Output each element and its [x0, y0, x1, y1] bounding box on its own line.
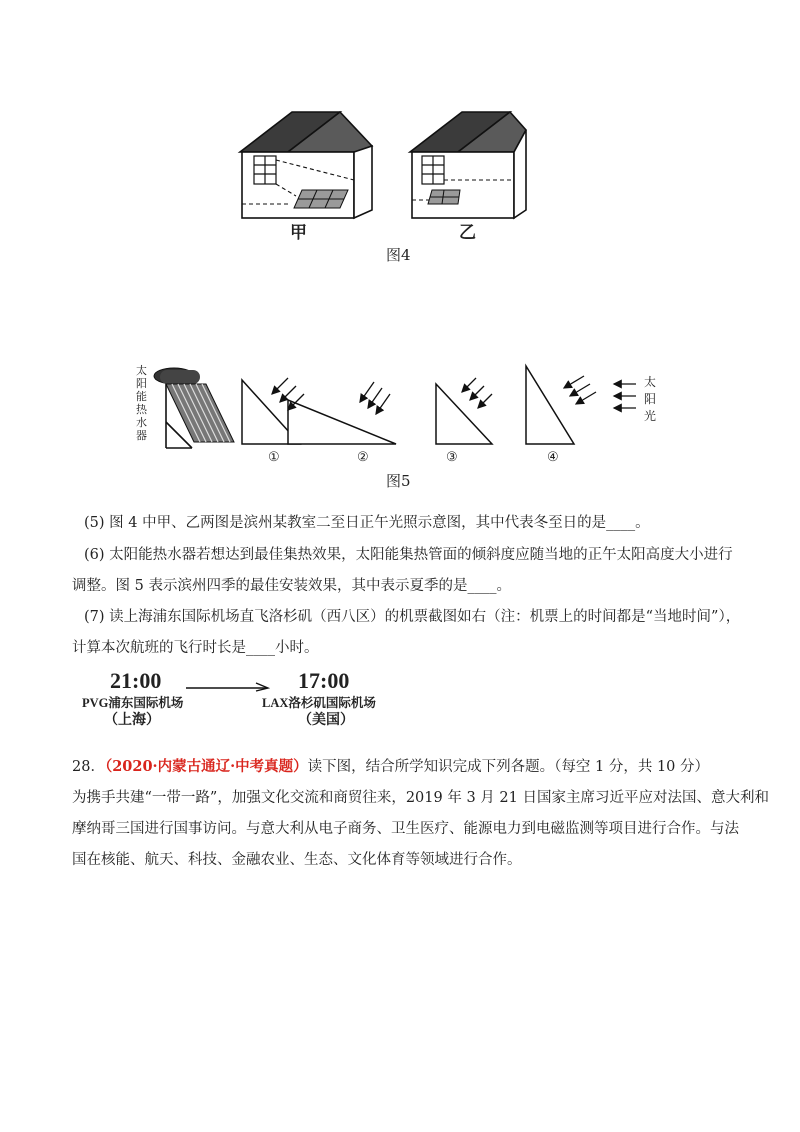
question-28-source: （2020·内蒙古通辽·中考真题）: [104, 758, 308, 775]
triangle-3: [436, 384, 492, 444]
panel-number-1: ①: [268, 450, 280, 465]
figure4-houses: [236, 100, 528, 240]
sunlit-patch-jia: [294, 190, 348, 208]
question-6-line2: 调整。图 5 表示滨州四季的最佳安装效果，其中表示夏季的是____。: [72, 578, 511, 594]
label-solar-heater: 太 阳 能 热 水 器: [136, 364, 147, 442]
triangle-2: [288, 400, 396, 444]
question-7-line2: 计算本次航班的飞行时长是____小时。: [72, 640, 319, 656]
house-yi: [410, 112, 526, 218]
question-6-line1: (6) 太阳能热水器若想达到最佳集热效果，太阳能集热管面的倾斜度应随当地的正午太阳高度大小进行: [84, 547, 733, 563]
arrive-time: 17:00: [298, 668, 350, 693]
question-28-number: 28．: [72, 759, 105, 775]
triangle-4: [526, 366, 574, 444]
question-28-header: [72, 756, 709, 778]
depart-airport: PVG浦东国际机场: [82, 696, 184, 710]
arrive-airport: LAX洛杉矶国际机场: [262, 696, 376, 710]
question-7-line1: (7) 读上海浦东国际机场直飞洛杉矶（西八区）的机票截图如右（注：机票上的时间都是“当地时间”），: [84, 609, 741, 625]
solar-water-heater-illustration: [152, 362, 236, 454]
depart-city: （上海）: [104, 713, 160, 728]
arrive-city: （美国）: [298, 713, 354, 728]
question-28-line2: 为携手共建“一带一路”，加强文化交流和商贸往来，2019 年 3 月 21 日国家主席习近平应对法国、意大利和: [72, 790, 769, 806]
question-28-intro: 读下图，结合所学知识完成下列各题。（每空 1 分，共 10 分）: [307, 759, 710, 775]
window-jia: [254, 156, 276, 184]
depart-time: 21:00: [110, 668, 162, 693]
label-sunlight: 太 阳 光: [644, 375, 657, 423]
label-yi: 乙: [459, 223, 476, 243]
flight-ticket: [76, 668, 396, 730]
question-28-line4: 国在核能、航天、科技、金融农业、生态、文化体育等领域进行合作。: [72, 852, 522, 868]
flight-arrow: [186, 680, 270, 694]
panel-number-4: ④: [547, 450, 559, 465]
question-28-line3: 摩纳哥三国进行国事访问。与意大利从电子商务、卫生医疗、能源电力到电磁监测等项目进行合作。与法: [72, 821, 739, 837]
panel-number-3: ③: [446, 450, 458, 465]
figure5-triangles: [236, 362, 646, 446]
label-jia: 甲: [290, 223, 307, 243]
window-yi: [422, 156, 444, 184]
sunlit-patch-yi: [428, 190, 460, 204]
house-jia: [240, 112, 372, 218]
figure5-caption: 图5: [386, 472, 411, 490]
figure4-caption: 图4: [386, 246, 411, 264]
panel-number-2: ②: [357, 450, 369, 465]
question-5: (5) 图 4 中甲、乙两图是滨州某教室二至日正午光照示意图，其中代表冬至日的是____。: [84, 515, 650, 531]
